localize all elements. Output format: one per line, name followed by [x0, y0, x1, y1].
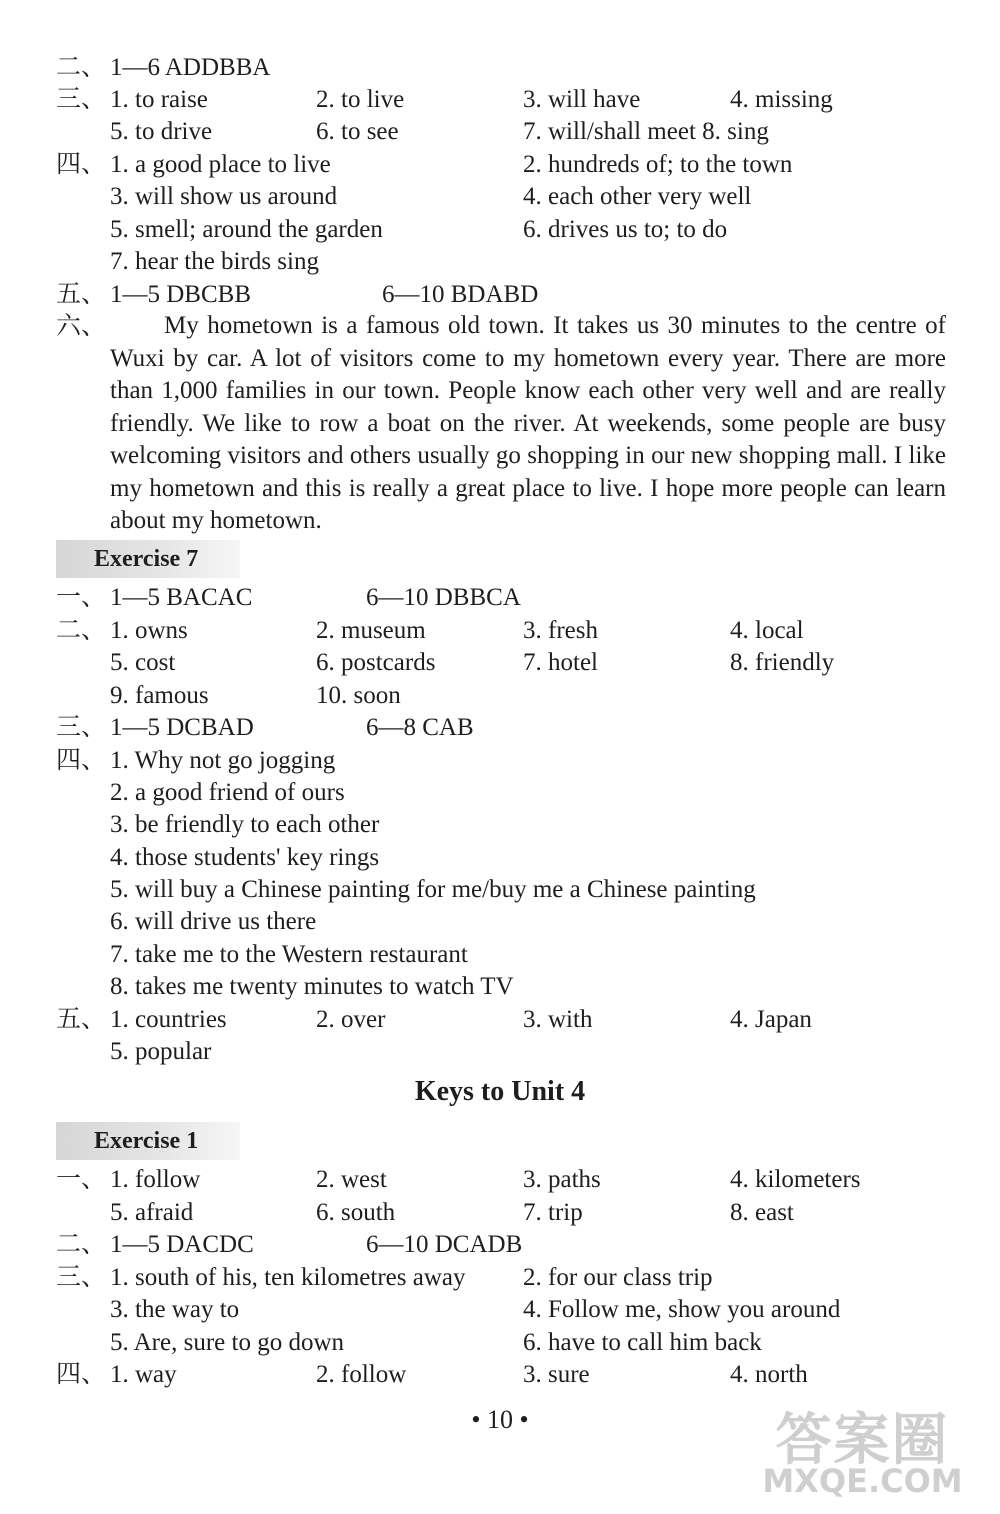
answer-item: 6. postcards	[316, 649, 436, 676]
answer-item: 8. friendly	[730, 649, 835, 676]
answer-item: 3. the way to	[110, 1296, 240, 1323]
answer-item: 2. hundreds of; to the town	[523, 151, 793, 178]
answer-item: 5. will buy a Chinese painting for me/buy me a Chinese painting	[110, 876, 756, 903]
page-number: • 10 •	[471, 1405, 529, 1434]
answer-item: 5. cost	[110, 649, 176, 676]
answer-item: 4. north	[730, 1361, 808, 1388]
answer-item: 7. take me to the Western restaurant	[110, 941, 468, 968]
answer-item: 5. afraid	[110, 1199, 194, 1226]
section-number: 三、	[56, 1264, 107, 1291]
unit-4-heading: Keys to Unit 4	[414, 1076, 586, 1107]
answer-item: 4. Follow me, show you around	[523, 1296, 841, 1323]
section-number: 三、	[56, 714, 107, 741]
answer-range: 6—10 DCADB	[366, 1231, 523, 1258]
watermark-text: 答案圈	[775, 1408, 950, 1473]
answer-item: 1—5 DCBAD	[110, 714, 254, 741]
answer-item: 7. trip	[523, 1199, 583, 1226]
section-number: 二、	[56, 617, 107, 644]
answer-item: 1—6 ADDBBA	[110, 54, 271, 81]
answer-item: 8. east	[730, 1199, 794, 1226]
section-number: 四、	[56, 151, 107, 178]
section-number: 一、	[56, 584, 107, 611]
answer-item: 3. will show us around	[110, 183, 338, 210]
section-number: 二、	[56, 54, 107, 81]
answer-item: 1. countries	[110, 1006, 227, 1033]
answer-item: 6. south	[316, 1199, 396, 1226]
answer-item: 1. way	[110, 1361, 177, 1388]
section-number: 一、	[56, 1166, 107, 1193]
answer-item: 6. have to call him back	[523, 1329, 762, 1356]
answer-item: 2. for our class trip	[523, 1264, 713, 1291]
answer-item: 4. local	[730, 617, 804, 644]
answer-item: 1. follow	[110, 1166, 201, 1193]
answer-item: 3. paths	[523, 1166, 601, 1193]
watermark-url: MXQE.COM	[762, 1462, 963, 1500]
answer-item: 2. museum	[316, 617, 426, 644]
answer-item: 4. Japan	[730, 1006, 812, 1033]
answer-item: 1. a good place to live	[110, 151, 331, 178]
section-number: 四、	[56, 1361, 107, 1388]
answer-item: 7. hear the birds sing	[110, 248, 319, 275]
answer-item: 3. fresh	[523, 617, 598, 644]
answer-item: 6. drives us to; to do	[523, 216, 728, 243]
answer-item: 1—5 DACDC	[110, 1231, 254, 1258]
answer-item: 1—5 DBCBB	[110, 281, 252, 308]
answer-item: 1. Why not go jogging	[110, 747, 336, 774]
answer-item: 1. south of his, ten kilometres away	[110, 1264, 466, 1291]
answer-item: 2. a good friend of ours	[110, 779, 345, 806]
answer-item: 3. sure	[523, 1361, 590, 1388]
answer-item: 1. owns	[110, 617, 188, 644]
answer-item: 5. to drive	[110, 118, 213, 145]
answer-item: 3. be friendly to each other	[110, 811, 380, 838]
answer-item: 4. missing	[730, 86, 833, 113]
answer-item: 1. to raise	[110, 86, 208, 113]
answer-range: 6—10 BDABD	[382, 281, 539, 308]
answer-item: 9. famous	[110, 682, 209, 709]
answer-item: 6. will drive us there	[110, 908, 317, 935]
section-number: 三、	[56, 86, 107, 113]
answer-item: 6. to see	[316, 118, 399, 145]
answer-item: 1—5 BACAC	[110, 584, 253, 611]
answer-item: 2. west	[316, 1166, 387, 1193]
section-number: 五、	[56, 281, 107, 308]
answer-item: 3. will have	[523, 86, 641, 113]
answer-item: 7. will/shall meet 8. sing	[523, 118, 769, 145]
answer-item: 4. kilometers	[730, 1166, 861, 1193]
watermark-logo	[745, 1396, 980, 1506]
answer-item: 2. to live	[316, 86, 405, 113]
answer-item: 8. takes me twenty minutes to watch TV	[110, 973, 514, 1000]
exercise-1-label: Exercise 1	[56, 1122, 240, 1160]
answer-item: 2. over	[316, 1006, 386, 1033]
exercise-7-label: Exercise 7	[56, 540, 240, 578]
answer-item: 5. Are, sure to go down	[110, 1329, 344, 1356]
section-number: 五、	[56, 1006, 107, 1033]
answer-range: 6—8 CAB	[366, 714, 474, 741]
answer-item: 5. popular	[110, 1038, 212, 1065]
answer-item: 5. smell; around the garden	[110, 216, 383, 243]
answer-item: 10. soon	[316, 682, 401, 709]
answer-range: 6—10 DBBCA	[366, 584, 521, 611]
answer-item: 4. each other very well	[523, 183, 752, 210]
answer-item: 3. with	[523, 1006, 593, 1033]
section-6-paragraph: My hometown is a famous old town. It takes us 30 minutes to the centre of Wuxi by car. A lot of visitors come to my hometown every year. There are more than 1,000 families in our town. People know each other very well and are really friendly. We like to row a boat on the river. At weekends, some people are busy welcoming visitors and others usually go shopping in our new shopping mall. I like my hometown and this is really a great place to live. I hope more people can learn about my hometown.	[110, 312, 946, 534]
answer-item: 2. follow	[316, 1361, 407, 1388]
answer-item: 4. those students' key rings	[110, 844, 380, 871]
section-number: 二、	[56, 1231, 107, 1258]
answer-item: 7. hotel	[523, 649, 598, 676]
section-number: 四、	[56, 747, 107, 774]
section-number-6: 六、	[56, 313, 107, 340]
